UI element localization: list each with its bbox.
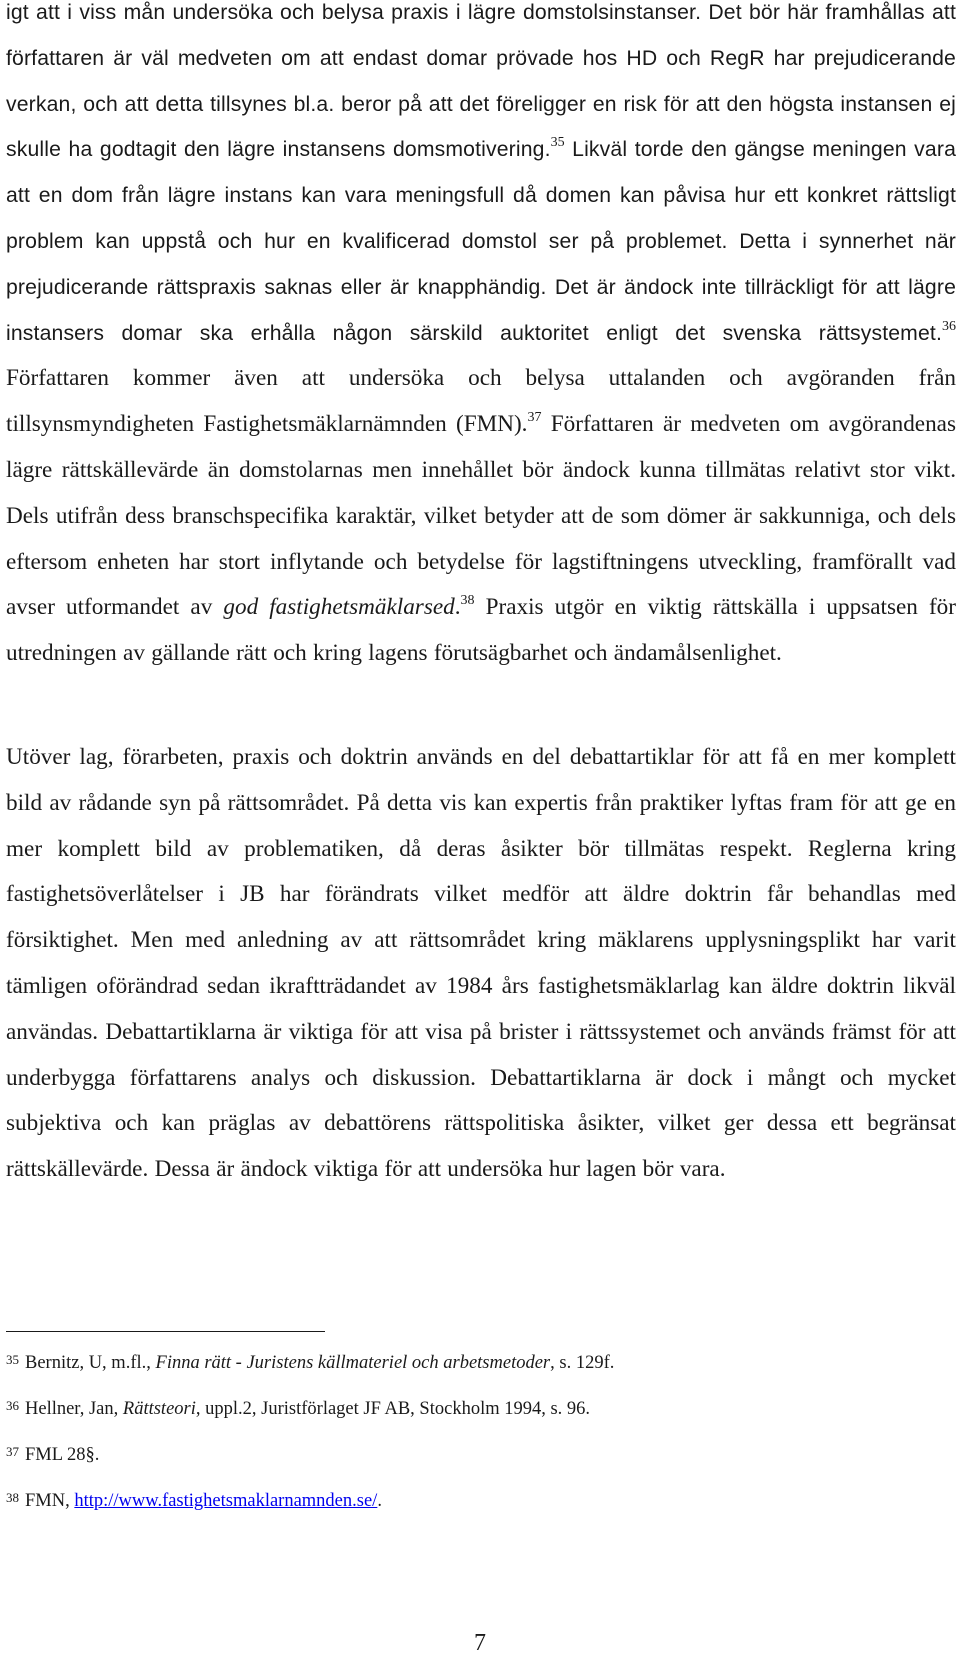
footnote-number: 37 bbox=[6, 1444, 19, 1459]
footnote-title: Rättsteori bbox=[122, 1399, 196, 1419]
paragraph-praxis bbox=[6, 0, 956, 677]
footnote-number: 36 bbox=[6, 1398, 19, 1413]
footnote-title: Finna rätt - Juristens källmateriel och arbetsmetoder bbox=[155, 1353, 551, 1373]
footnote-ref[interactable]: 36 bbox=[942, 318, 956, 334]
footnote-35 bbox=[6, 1348, 906, 1375]
footnote-36 bbox=[6, 1394, 906, 1421]
footnote-ref[interactable]: 35 bbox=[550, 135, 565, 151]
paragraph-text: . bbox=[454, 594, 461, 621]
footnote-text: . bbox=[377, 1491, 382, 1511]
emphasis-term: god fastighetsmäklarsed bbox=[223, 594, 455, 621]
footnote-text: Hellner, Jan, bbox=[25, 1399, 123, 1419]
footnote-text: FMN, bbox=[25, 1491, 75, 1511]
paragraph-text: Författaren kommer även att undersöka och belysa uttalanden och avgöranden från tillsynsmyndigheten Fastighetsmäklarnämnden (FMN). bbox=[6, 365, 956, 438]
footnote-37 bbox=[6, 1440, 906, 1467]
paragraph-text: igt att i viss mån undersöka och belysa praxis i lägre domstolsinstanser. Det bör här framhållas att författaren är väl medveten om att endast domar prövade hos HD och RegR har prejudicerande verkan, och att detta tillsynes bl.a. beror på att det föreligger en risk för att den högsta instansen ej skulle ha godtagit den lägre instansens domsmotivering. bbox=[6, 1, 956, 162]
paragraph-text: Författaren är medveten om avgörandenas lägre rättskällevärde än domstolarnas men innehållet bör ändock kunna tillmätas relativt stor vikt. Dels utifrån dess branschspecifika karaktär, vilket betyder att de som dömer är sakkunniga, och dels eftersom enheten har stort inflytande och betydelse för lagstiftningens utveckling, framförallt vad avser utformandet av bbox=[6, 411, 956, 621]
paragraph-text: Likväl torde den gängse meningen vara att en dom från lägre instans kan vara meningsfull då domen kan påvisa hur ett konkret rättsligt problem kan uppstå och hur en kvalificerad domstol ser på problemet. Detta i synnerhet när prejudicerande rättspraxis saknas eller är knapphändig. Det är ändock inte tillräckligt för att lägre instansers domar ska erhålla någon särskild auktoritet enligt det svenska rättsystemet. bbox=[6, 138, 956, 345]
page-number: 7 bbox=[474, 1630, 486, 1656]
footnote-number: 35 bbox=[6, 1352, 19, 1367]
paragraph-text: Praxis utgör en viktig rättskälla i uppsatsen för utredningen av gällande rätt och kring lagens förutsägbarhet och ändamålsenlighet. bbox=[6, 594, 956, 667]
paragraph-debattartiklar: Utöver lag, förarbeten, praxis och doktrin används en del debattartiklar för att få en mer komplett bild av rådande syn på rättsområdet. På detta vis kan expertis från praktiker lyftas fram för att ge en mer komplett bild av problematiken, då deras åsikter bör tillmätas respekt. Reglerna kring fastighetsöverlåtelser i JB har förändrats vilket medför att äldre doktrin får behandlas med försiktighet. Men med anledning av att rättsområdet kring mäklarens upplysningsplikt har varit tämligen oförändrad sedan ikraftträdandet av 1984 års fastighetsmäklarlag kan äldre doktrin likväl användas. Debattartiklarna är viktiga för att visa på brister i rättssystemet och används främst för att underbygga författarens analys och diskussion. Debattartiklarna är dock i mångt och mycket subjektiva och kan präglas av debattörens rättspolitiska åsikter, vilket ger dessa ett begränsat rättskällevärde. Dessa är ändock viktiga för att undersöka hur lagen bör vara. bbox=[6, 744, 956, 1183]
footnote-separator bbox=[6, 1331, 325, 1332]
footnote-ref[interactable]: 38 bbox=[460, 593, 475, 609]
footnote-number: 38 bbox=[6, 1490, 19, 1505]
footnote-text: Bernitz, U, m.fl., bbox=[25, 1353, 156, 1373]
footnote-text: , s. 129f. bbox=[550, 1353, 615, 1373]
footnote-text: , uppl.2, Juristförlaget JF AB, Stockholm 1994, s. 96. bbox=[195, 1399, 591, 1419]
footnote-text: FML 28§. bbox=[25, 1445, 100, 1465]
fmn-website-link[interactable]: http://www.fastighetsmaklarnamnden.se/ bbox=[74, 1491, 378, 1511]
footnote-ref[interactable]: 37 bbox=[527, 410, 542, 426]
footnote-38 bbox=[6, 1486, 906, 1513]
